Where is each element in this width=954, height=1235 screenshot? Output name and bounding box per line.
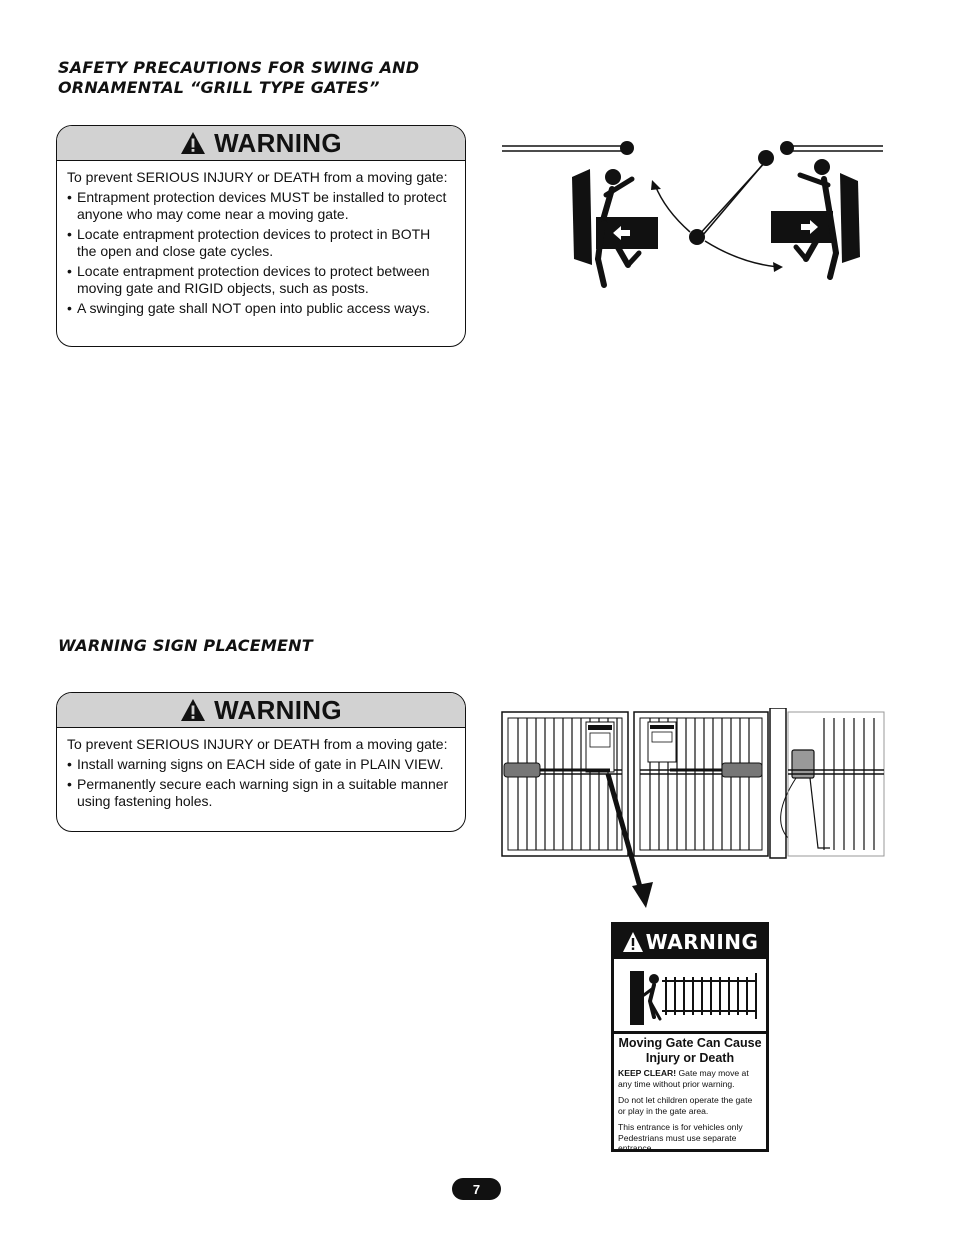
warning-header — [57, 126, 465, 161]
warning-bullet-list — [67, 756, 453, 810]
warning-bullet: • Locate entrapment protection devices to protect in BOTH the open and close gate cycles. — [67, 226, 453, 260]
warning-bullet: • A swinging gate shall NOT open into public access ways. — [67, 300, 453, 317]
sign-line-2: Do not let children operate the gate or play in the gate area. — [618, 1095, 753, 1116]
sign-line-keep-clear — [618, 1068, 762, 1089]
warning-header — [57, 693, 465, 728]
sign-line-1: Gate may move at any time without prior warning. — [618, 1068, 749, 1089]
sign-pictogram-person-gate — [614, 959, 766, 1034]
warning-body — [57, 728, 465, 823]
section-title-line-2: ORNAMENTAL “GRILL TYPE GATES” — [58, 78, 380, 97]
warning-triangle-icon — [622, 931, 644, 953]
warning-bullet-list — [67, 189, 453, 317]
warning-bullet: • Install warning signs on EACH side of gate in PLAIN VIEW. — [67, 756, 453, 773]
sign-line-3 — [618, 1122, 762, 1154]
sign-headline: Moving Gate Can Cause Injury or Death — [618, 1036, 762, 1065]
section-title-swing-gates — [58, 58, 419, 98]
swing-gate-entrapment-illustration — [500, 135, 885, 295]
section-title-sign-placement: WARNING SIGN PLACEMENT — [58, 636, 313, 655]
warning-bullet: • Locate entrapment protection devices to protect between moving gate and RIGID objects, such as posts. — [67, 263, 453, 297]
sign-keep-clear: KEEP CLEAR! — [618, 1068, 677, 1078]
warning-box-sign-placement — [56, 692, 466, 832]
warning-box-entrapment — [56, 125, 466, 347]
warning-intro: To prevent SERIOUS INJURY or DEATH from a moving gate: — [67, 736, 448, 752]
sign-header — [614, 925, 766, 959]
warning-bullet: • Permanently secure each warning sign in a suitable manner using fastening holes. — [67, 776, 453, 810]
gate-sign-placement-illustration — [500, 708, 886, 923]
sign-line-3a: This entrance is for vehicles only — [618, 1122, 743, 1132]
warning-sign — [611, 922, 769, 1152]
sign-heading: WARNING — [645, 930, 759, 954]
warning-bullet: • Entrapment protection devices MUST be installed to protect anyone who may come near a moving gate. — [67, 189, 453, 223]
warning-intro: To prevent SERIOUS INJURY or DEATH from a moving gate: — [67, 169, 448, 185]
sign-line-3b: Pedestrians must use separate entrance — [618, 1132, 737, 1153]
warning-triangle-icon — [180, 698, 206, 722]
sign-text — [614, 1034, 766, 1156]
section-title-line-1: SAFETY PRECAUTIONS FOR SWING AND — [58, 58, 420, 77]
warning-body — [57, 161, 465, 330]
warning-heading: WARNING — [214, 694, 342, 725]
warning-triangle-icon — [180, 131, 206, 155]
page-number: 7 — [452, 1178, 501, 1200]
warning-heading: WARNING — [214, 127, 342, 158]
